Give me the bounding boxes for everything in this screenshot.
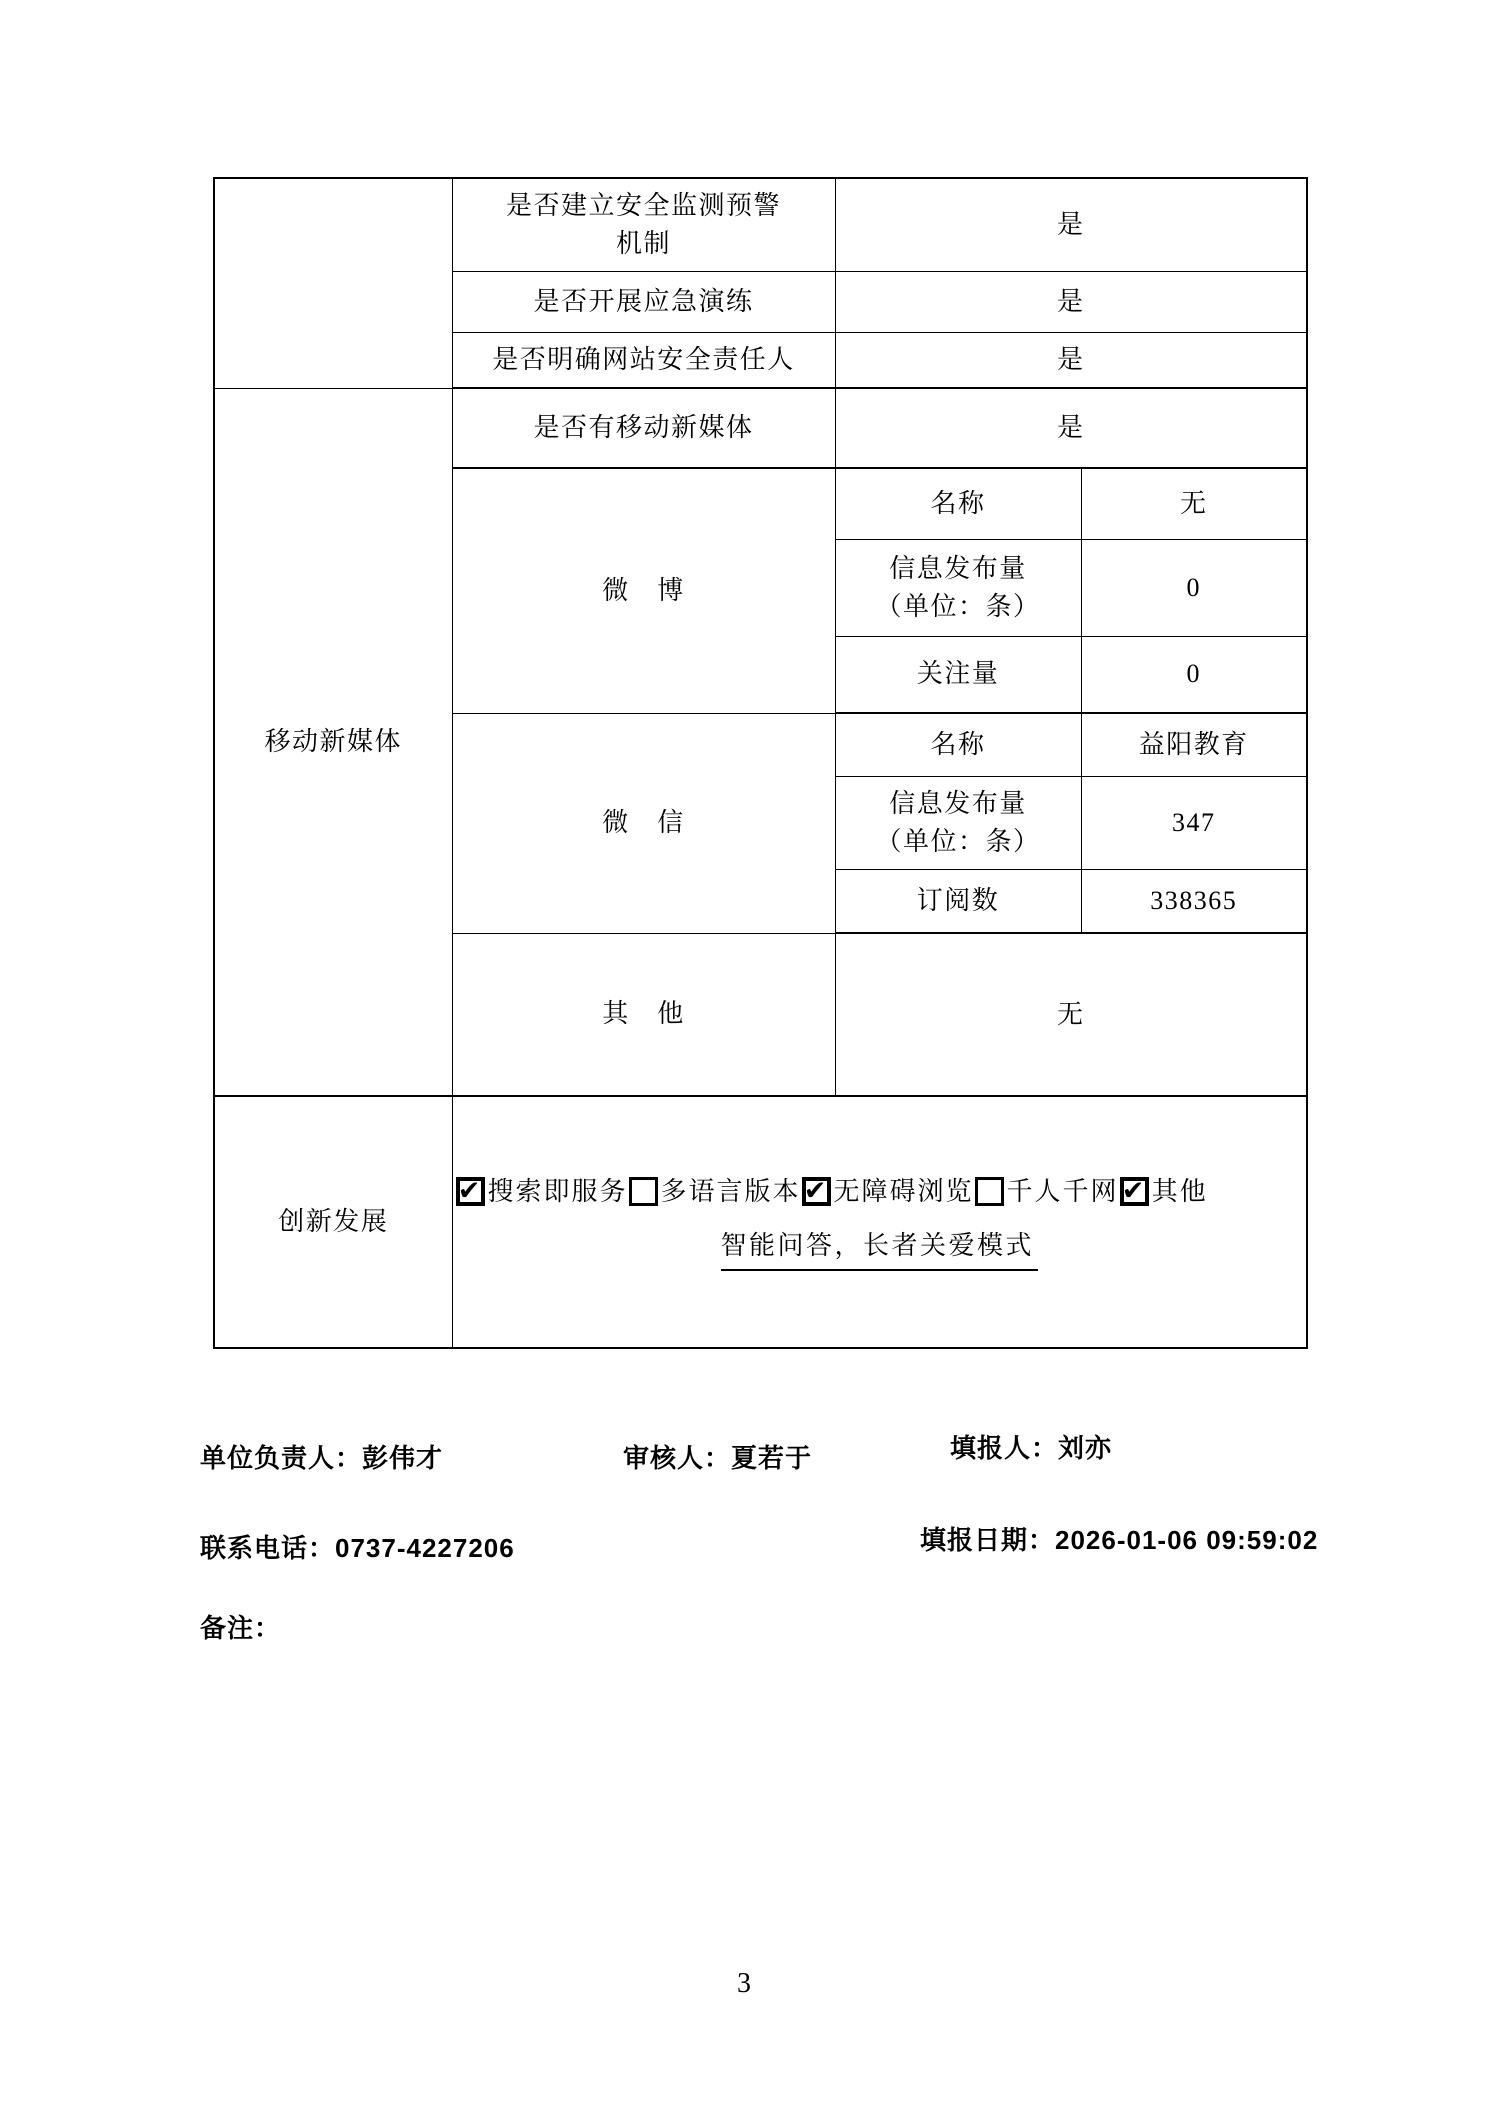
checkbox-icon (629, 1177, 658, 1206)
row-has-mobile-media (214, 388, 1307, 468)
question-line1: 是否建立安全监测预警 (505, 191, 781, 221)
field-value: 0 (1081, 636, 1307, 713)
field-value: 338365 (1081, 869, 1307, 933)
checkbox-icon (456, 1177, 485, 1206)
question-cell: 是否明确网站安全责任人 (452, 332, 835, 388)
field-value: 0 (1081, 539, 1307, 636)
field-label: 名称 (835, 713, 1081, 776)
page-number: 3 (737, 1968, 751, 1999)
field-label: 名称 (835, 468, 1081, 539)
checkbox-icon (975, 1177, 1004, 1206)
section-cell-empty (214, 178, 452, 388)
answer-cell: 是 (835, 332, 1307, 388)
row-security-monitor (214, 178, 1307, 271)
field-value: 无 (1081, 468, 1307, 539)
field-label: 订阅数 (835, 869, 1081, 933)
checkbox-icon (1120, 1177, 1149, 1206)
answer-cell: 是 (835, 388, 1307, 468)
field-label (835, 539, 1081, 636)
field-label-line1: 信息发布量 (889, 788, 1027, 818)
field-value: 无 (835, 933, 1307, 1096)
filler-text: 填报人：刘亦 (950, 1433, 1113, 1463)
field-label: 关注量 (835, 636, 1081, 713)
option-label: 千人千网 (1006, 1176, 1119, 1206)
row-innovation (214, 1096, 1307, 1348)
question-cell (452, 178, 835, 271)
contact-phone-text: 联系电话：0737-4227206 (200, 1533, 515, 1563)
field-label (835, 776, 1081, 869)
field-value: 益阳教育 (1081, 713, 1307, 776)
field-label-line1: 信息发布量 (889, 553, 1027, 583)
checkbox-icon (802, 1177, 831, 1206)
question-cell: 是否有移动新媒体 (452, 388, 835, 468)
section-label-mobile-media: 移动新媒体 (214, 388, 452, 1096)
innovation-content-cell (452, 1096, 1307, 1348)
reviewer-text: 审核人：夏若于 (623, 1443, 813, 1473)
field-value: 347 (1081, 776, 1307, 869)
option-label: 无障碍浏览 (833, 1176, 974, 1206)
field-label: 其 他 (452, 933, 835, 1096)
answer-cell: 是 (835, 178, 1307, 271)
unit-head-text: 单位负责人：彭伟才 (200, 1443, 444, 1473)
question-line2: 机制 (615, 228, 671, 258)
question-cell: 是否开展应急演练 (452, 271, 835, 332)
field-label-line2: （单位：条） (875, 591, 1041, 621)
field-label-line2: （单位：条） (875, 826, 1041, 856)
weibo-label: 微 博 (452, 468, 835, 713)
section-label-innovation: 创新发展 (214, 1096, 452, 1348)
innovation-other-detail-line (455, 1227, 1305, 1272)
annual-report-table (213, 177, 1308, 1349)
option-label: 多语言版本 (660, 1176, 801, 1206)
remark-label: 备注： (200, 1613, 282, 1643)
option-label: 搜索即服务 (487, 1176, 628, 1206)
answer-cell: 是 (835, 271, 1307, 332)
wechat-label: 微 信 (452, 713, 835, 933)
innovation-options-line (455, 1173, 1305, 1211)
option-label: 其他 (1151, 1176, 1208, 1206)
report-date-text: 填报日期：2026-01-06 09:59:02 (920, 1525, 1319, 1555)
other-detail-text: 智能问答，长者关爱模式 (721, 1227, 1039, 1272)
